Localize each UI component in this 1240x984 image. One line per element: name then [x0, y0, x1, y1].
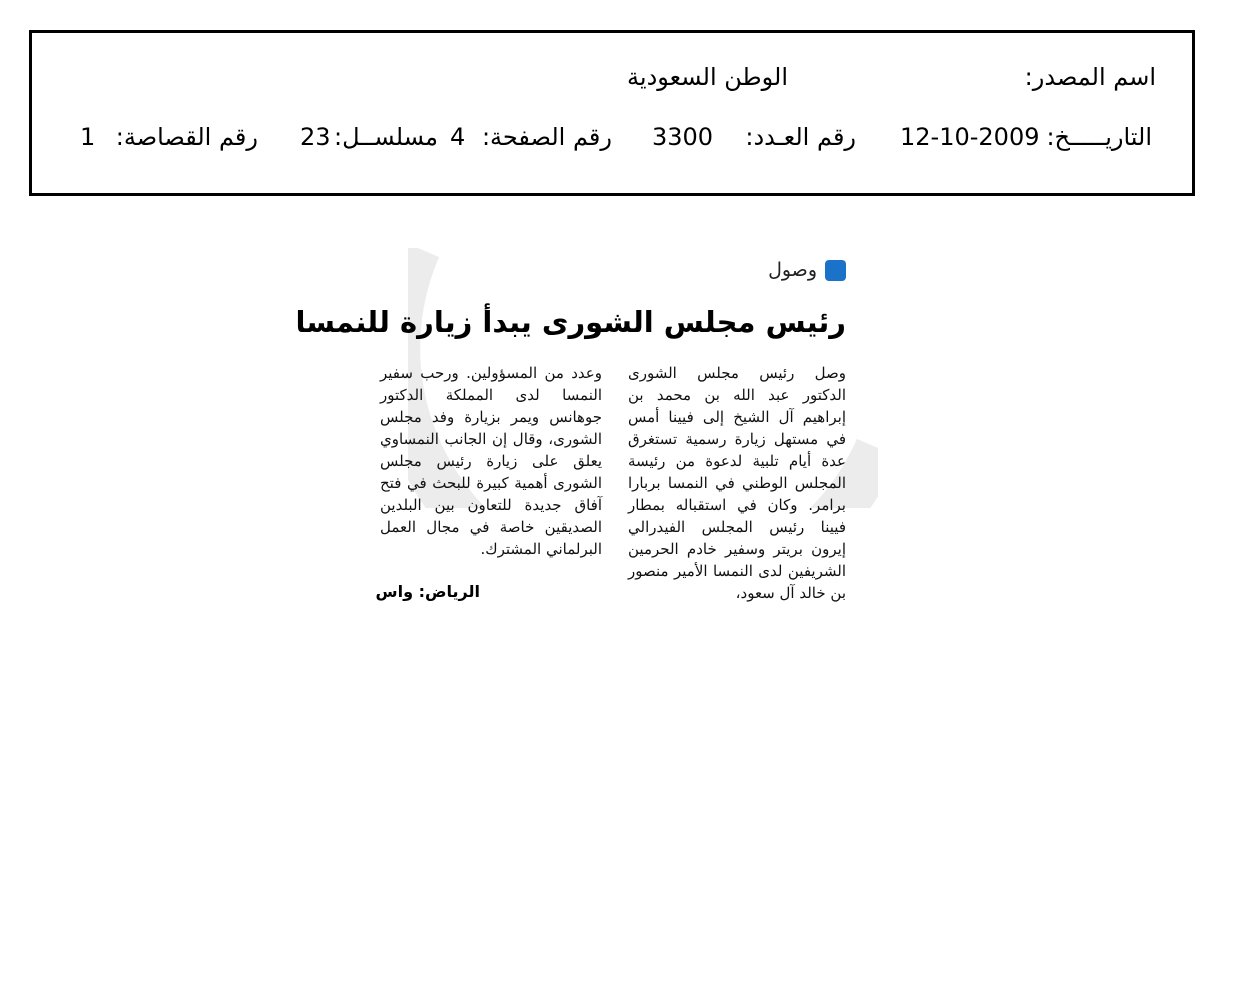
serial-label: مسلســل:	[334, 123, 438, 151]
article-headline: رئيس مجلس الشورى يبدأ زيارة للنمسا	[295, 305, 846, 339]
article-column-left	[380, 362, 602, 560]
section-kicker	[768, 258, 846, 282]
article-paragraph: وعدد من المسؤولين. ورحب سفير النمسا لدى المملكة الدكتور جوهانس ويمر بزيارة وفد مجلس الشورى، وقال إن الجانب النمساوي يعلق على زيارة رئيس مجلس الشورى أهمية كبيرة للبحث في فتح آفاق جديدة للتعاون بين البلدين الصديقين خاصة في مجال العمل البرلماني المشترك.	[380, 364, 602, 558]
issue-label: رقم العـدد:	[745, 123, 856, 151]
article-column-right	[628, 362, 846, 604]
news-article	[295, 252, 848, 612]
page-value: 4	[450, 123, 466, 151]
clip-number-value: 1	[80, 123, 96, 151]
serial-value: 23	[300, 123, 331, 151]
article-paragraph: وصل رئيس مجلس الشورى الدكتور عبد الله بن محمد بن إبراهيم آل الشيخ إلى فيينا أمس في مستهل زيارة رسمية تستغرق عدة أيام تلبية لدعوة من رئيسة المجلس الوطني في النمسا بربارا برامر. وكان في استقباله بمطار فيينا رئيس المجلس الفيدرالي إيرون بريتر وسفير خادم الحرمين الشريفين لدى النمسا الأمير منصور بن خالد آل سعود،	[628, 364, 846, 602]
page-label: رقم الصفحة:	[481, 123, 612, 151]
source-value: الوطن السعودية	[627, 63, 788, 91]
source-label: اسم المصدر:	[1024, 63, 1156, 91]
issue-value: 3300	[652, 123, 714, 151]
article-byline: الرياض: واس	[375, 582, 480, 601]
kicker-label: وصول	[768, 259, 817, 281]
date-label: التاريـــــخ:	[1046, 123, 1152, 151]
clipping-metadata-box	[29, 30, 1195, 196]
clip-number-label: رقم القصاصة:	[115, 123, 258, 151]
kicker-square-icon	[825, 260, 846, 281]
date-value: 12-10-2009	[900, 123, 1040, 151]
